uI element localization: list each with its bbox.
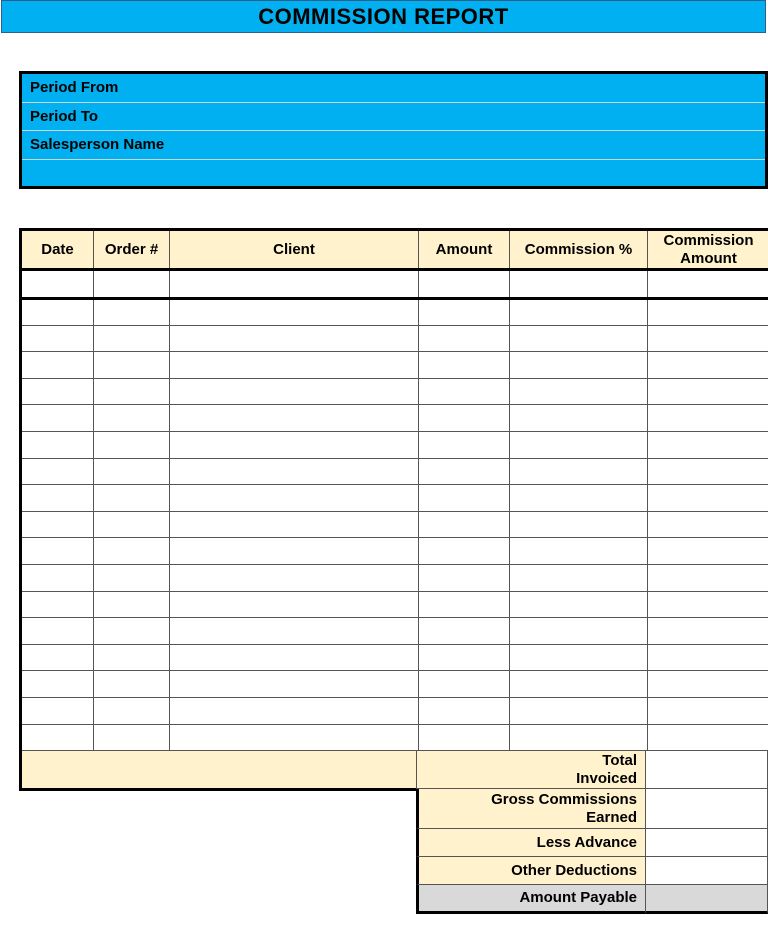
commission-amount-header-line2: Amount xyxy=(680,249,737,267)
period-from-field[interactable] xyxy=(22,74,765,103)
cell-order[interactable] xyxy=(94,618,170,645)
cell-order[interactable] xyxy=(94,299,170,326)
summary-section xyxy=(19,751,768,914)
info-blank-row[interactable] xyxy=(22,160,765,188)
period-to-label: Period To xyxy=(30,107,99,125)
cell-order[interactable] xyxy=(94,270,170,299)
col-amount-header: Amount xyxy=(419,230,510,270)
gross-commissions-label xyxy=(416,789,645,829)
cell-client[interactable] xyxy=(170,405,419,432)
cell-commission-pct[interactable] xyxy=(510,538,648,565)
cell-date[interactable] xyxy=(21,564,94,591)
cell-client[interactable] xyxy=(170,325,419,352)
cell-date[interactable] xyxy=(21,352,94,379)
cell-date[interactable] xyxy=(21,270,94,299)
cell-commission-amount[interactable] xyxy=(648,671,768,698)
cell-commission-amount[interactable] xyxy=(648,431,768,458)
table-row xyxy=(21,378,768,405)
amount-payable-label: Amount Payable xyxy=(416,885,645,914)
col-commission-pct-header: Commission % xyxy=(510,230,648,270)
cell-client[interactable] xyxy=(170,618,419,645)
cell-commission-amount[interactable] xyxy=(648,352,768,379)
info-section xyxy=(19,71,768,189)
cell-commission-pct[interactable] xyxy=(510,697,648,724)
total-invoiced-line2: Invoiced xyxy=(576,769,637,787)
cell-commission-pct[interactable] xyxy=(510,431,648,458)
cell-amount[interactable] xyxy=(419,697,510,724)
cell-client[interactable] xyxy=(170,644,419,671)
other-deductions-label: Other Deductions xyxy=(416,857,645,885)
table-row xyxy=(21,591,768,618)
cell-commission-pct[interactable] xyxy=(510,724,648,751)
table-row xyxy=(21,431,768,458)
cell-commission-pct[interactable] xyxy=(510,405,648,432)
col-commission-amount-header xyxy=(648,230,768,270)
cell-commission-amount[interactable] xyxy=(648,270,768,299)
table-row xyxy=(21,270,768,299)
cell-commission-amount[interactable] xyxy=(648,378,768,405)
total-invoiced-label xyxy=(416,751,645,789)
cell-client[interactable] xyxy=(170,485,419,512)
table-row xyxy=(21,697,768,724)
table-row xyxy=(21,299,768,326)
cell-commission-amount[interactable] xyxy=(648,591,768,618)
other-deductions-row xyxy=(416,857,768,885)
summary-filler xyxy=(19,751,417,791)
table-header-row xyxy=(21,230,768,270)
cell-date[interactable] xyxy=(21,405,94,432)
cell-client[interactable] xyxy=(170,431,419,458)
cell-order[interactable] xyxy=(94,485,170,512)
cell-client[interactable] xyxy=(170,458,419,485)
cell-amount[interactable] xyxy=(419,644,510,671)
cell-amount[interactable] xyxy=(419,299,510,326)
cell-commission-pct[interactable] xyxy=(510,325,648,352)
cell-client[interactable] xyxy=(170,538,419,565)
cell-commission-amount[interactable] xyxy=(648,697,768,724)
cell-commission-pct[interactable] xyxy=(510,378,648,405)
col-date-header: Date xyxy=(21,230,94,270)
table-row xyxy=(21,671,768,698)
cell-amount[interactable] xyxy=(419,405,510,432)
cell-date[interactable] xyxy=(21,591,94,618)
cell-amount[interactable] xyxy=(419,352,510,379)
cell-commission-pct[interactable] xyxy=(510,270,648,299)
other-deductions-value[interactable] xyxy=(645,857,768,885)
cell-date[interactable] xyxy=(21,618,94,645)
total-invoiced-row xyxy=(416,751,768,789)
salesperson-name-field[interactable] xyxy=(22,131,765,160)
cell-amount[interactable] xyxy=(419,724,510,751)
table-row xyxy=(21,458,768,485)
cell-date[interactable] xyxy=(21,671,94,698)
cell-order[interactable] xyxy=(94,671,170,698)
cell-amount[interactable] xyxy=(419,431,510,458)
cell-date[interactable] xyxy=(21,538,94,565)
cell-amount[interactable] xyxy=(419,618,510,645)
table-row xyxy=(21,352,768,379)
salesperson-name-label: Salesperson Name xyxy=(30,136,165,154)
table-row xyxy=(21,538,768,565)
cell-order[interactable] xyxy=(94,724,170,751)
table-row xyxy=(21,511,768,538)
cell-order[interactable] xyxy=(94,352,170,379)
report-title: COMMISSION REPORT xyxy=(1,0,766,33)
table-row xyxy=(21,644,768,671)
table-row xyxy=(21,724,768,751)
cell-client[interactable] xyxy=(170,511,419,538)
table-row xyxy=(21,325,768,352)
cell-order[interactable] xyxy=(94,564,170,591)
cell-commission-amount[interactable] xyxy=(648,564,768,591)
cell-commission-pct[interactable] xyxy=(510,485,648,512)
cell-date[interactable] xyxy=(21,458,94,485)
less-advance-row xyxy=(416,829,768,857)
cell-order[interactable] xyxy=(94,511,170,538)
cell-amount[interactable] xyxy=(419,325,510,352)
cell-client[interactable] xyxy=(170,591,419,618)
cell-client[interactable] xyxy=(170,697,419,724)
cell-client[interactable] xyxy=(170,270,419,299)
cell-amount[interactable] xyxy=(419,591,510,618)
cell-commission-amount[interactable] xyxy=(648,724,768,751)
cell-commission-amount[interactable] xyxy=(648,538,768,565)
cell-order[interactable] xyxy=(94,458,170,485)
cell-order[interactable] xyxy=(94,405,170,432)
commission-amount-header-line1: Commission xyxy=(663,231,754,249)
cell-client[interactable] xyxy=(170,564,419,591)
cell-commission-pct[interactable] xyxy=(510,644,648,671)
cell-commission-amount[interactable] xyxy=(648,405,768,432)
cell-commission-amount[interactable] xyxy=(648,511,768,538)
cell-amount[interactable] xyxy=(419,511,510,538)
amount-payable-row xyxy=(416,885,768,914)
less-advance-label: Less Advance xyxy=(416,829,645,857)
cell-amount[interactable] xyxy=(419,564,510,591)
cell-commission-pct[interactable] xyxy=(510,618,648,645)
cell-date[interactable] xyxy=(21,325,94,352)
cell-commission-pct[interactable] xyxy=(510,511,648,538)
period-to-field[interactable] xyxy=(22,103,765,132)
table-row xyxy=(21,618,768,645)
cell-date[interactable] xyxy=(21,431,94,458)
cell-date[interactable] xyxy=(21,644,94,671)
cell-amount[interactable] xyxy=(419,270,510,299)
gross-commissions-line2: Earned xyxy=(586,808,637,826)
col-order-header: Order # xyxy=(94,230,170,270)
cell-client[interactable] xyxy=(170,378,419,405)
cell-commission-amount[interactable] xyxy=(648,299,768,326)
total-invoiced-value[interactable] xyxy=(645,751,768,789)
period-from-label: Period From xyxy=(30,79,119,97)
cell-order[interactable] xyxy=(94,697,170,724)
cell-amount[interactable] xyxy=(419,378,510,405)
cell-commission-pct[interactable] xyxy=(510,352,648,379)
table-row xyxy=(21,405,768,432)
cell-client[interactable] xyxy=(170,299,419,326)
cell-date[interactable] xyxy=(21,299,94,326)
cell-order[interactable] xyxy=(94,591,170,618)
cell-commission-amount[interactable] xyxy=(648,325,768,352)
cell-commission-pct[interactable] xyxy=(510,458,648,485)
cell-commission-pct[interactable] xyxy=(510,591,648,618)
cell-date[interactable] xyxy=(21,697,94,724)
table-row xyxy=(21,564,768,591)
cell-amount[interactable] xyxy=(419,458,510,485)
cell-amount[interactable] xyxy=(419,485,510,512)
cell-client[interactable] xyxy=(170,352,419,379)
cell-commission-amount[interactable] xyxy=(648,644,768,671)
cell-commission-amount[interactable] xyxy=(648,618,768,645)
cell-date[interactable] xyxy=(21,485,94,512)
cell-date[interactable] xyxy=(21,511,94,538)
cell-client[interactable] xyxy=(170,671,419,698)
cell-amount[interactable] xyxy=(419,538,510,565)
cell-commission-pct[interactable] xyxy=(510,671,648,698)
table-row xyxy=(21,485,768,512)
commission-table xyxy=(19,228,768,751)
cell-client[interactable] xyxy=(170,724,419,751)
amount-payable-value[interactable] xyxy=(645,885,768,914)
total-invoiced-line1: Total xyxy=(602,751,637,769)
cell-commission-pct[interactable] xyxy=(510,564,648,591)
cell-date[interactable] xyxy=(21,724,94,751)
cell-order[interactable] xyxy=(94,378,170,405)
cell-commission-pct[interactable] xyxy=(510,299,648,326)
cell-order[interactable] xyxy=(94,538,170,565)
gross-commissions-row xyxy=(416,789,768,829)
less-advance-value[interactable] xyxy=(645,829,768,857)
cell-order[interactable] xyxy=(94,431,170,458)
col-client-header: Client xyxy=(170,230,419,270)
cell-commission-amount[interactable] xyxy=(648,485,768,512)
cell-date[interactable] xyxy=(21,378,94,405)
gross-commissions-value[interactable] xyxy=(645,789,768,829)
gross-commissions-line1: Gross Commissions xyxy=(491,790,637,808)
cell-amount[interactable] xyxy=(419,671,510,698)
cell-order[interactable] xyxy=(94,644,170,671)
cell-commission-amount[interactable] xyxy=(648,458,768,485)
cell-order[interactable] xyxy=(94,325,170,352)
